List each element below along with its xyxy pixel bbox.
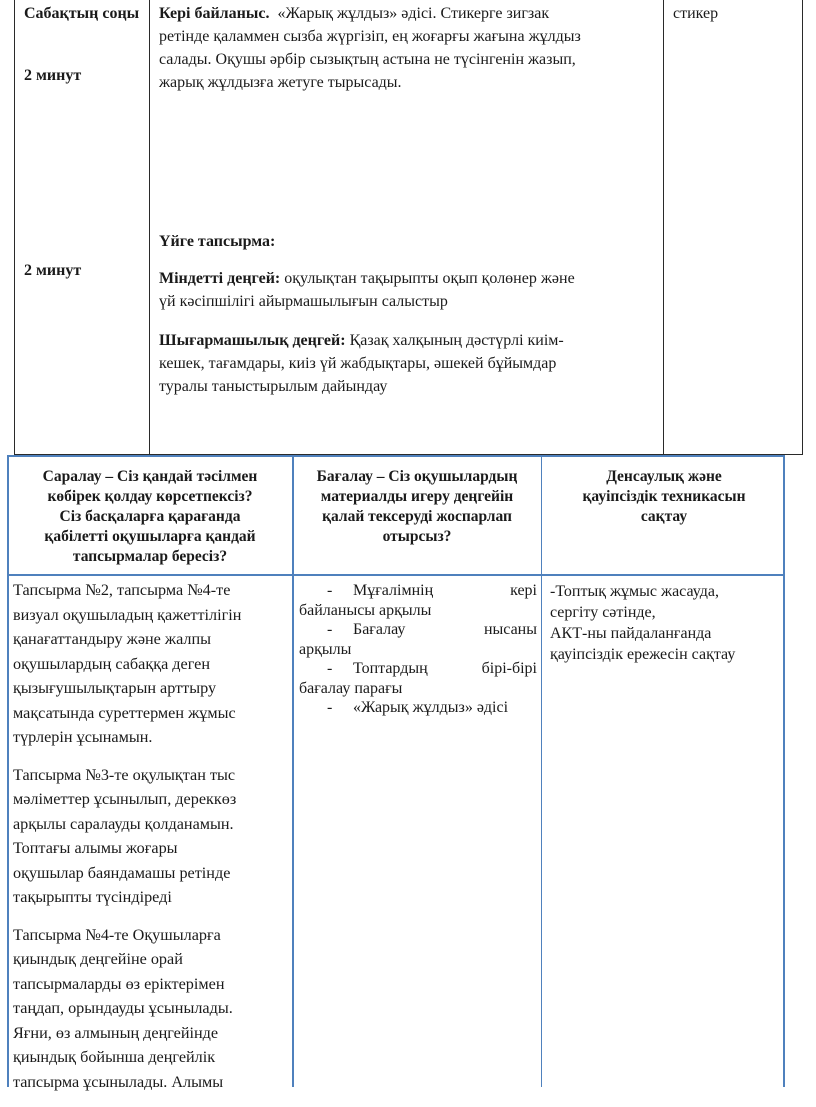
list-item: - Мұғалімнің кері байланысы арқылы: [299, 582, 537, 619]
assessment-header: Бағалау – Сіз оқушылардың материалды игеру деңгейін қалай тексеруді жоспарлап отырсыз?: [316, 468, 518, 545]
duration-label: 2 минут: [24, 67, 82, 84]
differentiation-paragraph: Тапсырма №3-те оқулықтан тыс мәліметтер ұсынылып, дереккөз арқылы саралауды қолданамын. Топтағы алымы жоғары оқушылар баяндамашы ретінде тақырыпты түсіндіреді: [13, 765, 237, 906]
lesson-end-heading: Сабақтың соңы: [24, 5, 140, 22]
column-divider: [149, 0, 150, 454]
feedback-text: «Жарық жұлдыз» әдісі. Стикерге зигзак: [277, 5, 550, 22]
creative-text: кешек, тағамдары, киіз үй жабдықтары, әшекей бұйымдар: [159, 355, 557, 372]
creative-text: туралы таныстырылым дайындау: [159, 378, 388, 395]
column-divider: [292, 457, 294, 1087]
header-divider: [9, 574, 783, 576]
list-item: - Топтардың бірі-бірі бағалау парағы: [299, 660, 537, 697]
differentiation-content: [13, 578, 289, 1107]
feedback-text: ретінде қаламмен сызба жүргізіп, ең жоғарғы жағына жұлдыз: [159, 28, 581, 45]
differentiation-paragraph: Тапсырма №4-те Оқушыларға қиындық деңгейіне орай тапсырмаларды өз еріктерімен таңдап, орындауды ұсынылады. Яғни, өз алмының деңгейінде қиындық бойынша деңгейлік тапсырма ұсынылады. Алымы: [13, 925, 233, 1091]
safety-header: Денсаулық және қауіпсіздік техникасын сақтау: [582, 468, 746, 525]
creative-level: [159, 329, 659, 398]
assessment-list: [299, 581, 537, 718]
creative-label: Шығармашылық деңгей:: [159, 332, 346, 349]
creative-text: Қазақ халқының дәстүрлі киім-: [349, 332, 564, 349]
safety-content: -Топтық жұмыс жасауда, сергіту сәтінде, АКТ-ны пайдаланғанда қауіпсіздік ережесін сақтау: [550, 583, 736, 663]
differentiation-header: Саралау – Сіз қандай тәсілмен көбірек қолдау көрсетпексіз? Сіз басқаларға қарағанда қабілетті оқушыларға қандай тапсырмалар бересіз?: [42, 468, 258, 565]
mandatory-label: Міндетті деңгей:: [159, 270, 281, 287]
differentiation-paragraph: Тапсырма №2, тапсырма №4-те визуал оқушыладың қажеттілігін қанағаттандыру және жалпы оқушылардың сабаққа деген қызығушылықтарын арттыру мақсатында суреттермен жұмыс түрлерін ұсынамын.: [13, 581, 242, 746]
column-divider: [541, 457, 542, 1087]
planning-table: [7, 455, 785, 1091]
list-item: - «Жарық жұлдыз» әдісі: [327, 699, 509, 716]
list-item: - Бағалау нысаны арқылы: [299, 621, 537, 658]
feedback-section: [159, 2, 659, 94]
mandatory-level: [159, 267, 659, 313]
resource-text: стикер: [673, 5, 719, 22]
mandatory-text: үй кәсіпшілігі айырмашылығын салыстыр: [159, 293, 448, 310]
feedback-text: жарық жұлдызға жетуге тырысады.: [159, 74, 402, 91]
feedback-text: салады. Оқушы әрбір сызықтың астына не түсінгенін жазып,: [159, 51, 576, 68]
lesson-end-table: [14, 0, 803, 455]
homework-title: Үйге тапсырма:: [159, 233, 276, 250]
duration-label: 2 минут: [24, 262, 82, 279]
mandatory-text: оқулықтан тақырыпты оқып қолөнер және: [284, 270, 575, 287]
column-divider: [663, 0, 664, 454]
feedback-label: Кері байланыс.: [159, 5, 270, 22]
